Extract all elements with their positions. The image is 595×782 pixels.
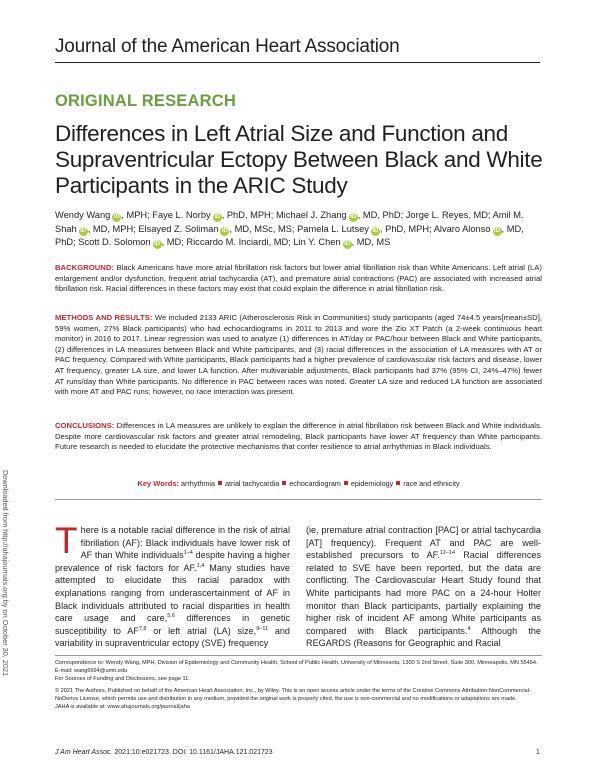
- author-degrees: , MD, PhD;: [55, 223, 524, 247]
- keyword-separator: [282, 481, 286, 485]
- body-text-segment: Racial differences related to SVE have been reported, but the data are conflicting. The Cardiovascular Heart Study found that White participants had more PAC on a 24-hour Holter monitor than Black participants, partially explaining the higher risk of incident AF among White participants as compared with Black participants.: [306, 550, 541, 636]
- orcid-icon[interactable]: iD: [80, 227, 87, 234]
- citation-journal: J Am Heart Assoc.: [55, 749, 113, 756]
- keyword: atrial tachycardia: [224, 479, 280, 488]
- keywords-label: Key Words:: [137, 479, 179, 488]
- author-name: Wendy Wang: [55, 210, 111, 220]
- citation-ref: 12–14: [439, 550, 456, 557]
- download-notice: Downloaded from http://ahajournals.org by on October 30, 2021: [1, 470, 10, 677]
- author-degrees: , MD;: [468, 210, 493, 220]
- author-name: Faye L. Norby: [152, 210, 211, 220]
- citation-ref: 4: [467, 625, 471, 632]
- orcid-icon[interactable]: iD: [344, 241, 351, 247]
- correspondence-note: Correspondence to: Wendy Wang, MPH, Division of Epidemiology and Community Health, School of Public Health, University of Minnesota, 1300 S 2nd Street, Suite 300, Minneapolis, MN 55454. E-mail: wang6694@umn.edu: [55, 660, 538, 674]
- author-name: Riccardo M. Inciardi: [186, 237, 269, 247]
- background-heading: BACKGROUND:: [55, 263, 114, 272]
- citation-ref: 7,8: [138, 625, 147, 632]
- journal-name: Journal of the American Heart Association: [55, 36, 400, 57]
- orcid-icon[interactable]: iD: [221, 227, 228, 234]
- orcid-icon[interactable]: iD: [113, 214, 120, 220]
- author-name: Jorge L. Reyes: [405, 210, 469, 220]
- author-degrees: , MD, MS: [351, 237, 391, 247]
- methods-heading: METHODS AND RESULTS:: [55, 313, 153, 322]
- citation-details: 2021;10:e021723. DOI: 10.1161/JAHA.121.021723: [112, 749, 273, 756]
- author-name: Michael J. Zhang: [275, 210, 347, 220]
- section-label: ORIGINAL RESEARCH: [55, 92, 236, 110]
- article-title: Differences in Left Atrial Size and Function and Supraventricular Ectopy Between Black and White Participants in the ARIC Study: [55, 121, 543, 198]
- keyword-list: [181, 479, 460, 488]
- body-text-segment: Many studies have attempted to elucidate this racial paradox with explanations ranging from underascertainment of AF in Black individuals attributed to racial disparities in health care usage and care,: [55, 562, 290, 624]
- body-text-segment: here is a notable racial difference in the risk of atrial fibrillation (AF): Black individuals have lower risk of AF than White individuals: [80, 525, 290, 561]
- body-column-left: [55, 520, 290, 650]
- author-degrees: , MD;: [161, 237, 187, 247]
- author-list: [55, 209, 545, 250]
- body-text-segment: and variability in supraventricular ectopy (SVE) frequency: [55, 625, 290, 649]
- copyright-note: © 2021 The Authors. Published on behalf of the American Heart Association, Inc., by Wiley. This is an open access article under the terms of the Creative Commons Attribution-NonCommercial-NoDerivs License, which permits use and distribution in any medium, provided the original work is properly cited, the use is non-commercial and no modifications or adaptations are made.: [55, 687, 531, 702]
- body-text-segment: despite having a higher prevalence of risk factors for AF.: [55, 550, 290, 573]
- body-column-right: [306, 524, 541, 650]
- keyword-separator: [218, 481, 222, 485]
- availability-note: JAHA is available at: www.ahajournals.org/journal/jaha: [55, 703, 190, 710]
- keyword: arrhythmia: [181, 479, 215, 488]
- journal-rule: [55, 62, 540, 63]
- orcid-icon[interactable]: iD: [350, 214, 357, 220]
- body-text-segment: Although the REGARDS (Reasons for Geographic and Racial: [306, 625, 541, 649]
- citation-ref: 5,6: [167, 613, 175, 620]
- citation-line: [55, 749, 273, 756]
- citation-ref: 1–4: [183, 550, 193, 557]
- keyword-separator: [396, 481, 400, 485]
- footnote-rule: [55, 655, 542, 656]
- author-degrees: , MPH;: [121, 210, 153, 220]
- author-degrees: , MD, MSc, MS;: [229, 223, 298, 234]
- page-number: 1: [536, 749, 540, 756]
- keywords: [55, 479, 542, 488]
- author-degrees: , MD, PhD;: [357, 210, 406, 220]
- abstract-methods: [55, 313, 542, 398]
- author-name: Lin Y. Chen: [293, 237, 341, 247]
- body-text-segment: (ie, premature atrial contraction [PAC] or atrial tachycardia [AT] frequency). Frequent AT and PAC are well-established precursors to AF.: [306, 525, 541, 561]
- author-degrees: , MD, MPH;: [87, 223, 139, 234]
- author-name: Amil M. Shah: [55, 210, 524, 234]
- conclusions-heading: CONCLUSIONS:: [55, 421, 115, 430]
- orcid-icon[interactable]: iD: [494, 227, 501, 234]
- author-degrees: , MD;: [268, 237, 294, 247]
- orcid-icon[interactable]: iD: [214, 214, 221, 220]
- body-text-segment: or left atrial (LA) size,: [146, 625, 257, 636]
- body-text-right: [306, 525, 541, 648]
- author-name: Elsayed Z. Soliman: [138, 223, 219, 234]
- abstract-rule: [55, 499, 542, 500]
- author-name: Alvaro Alonso: [433, 223, 491, 234]
- abstract-conclusions: [55, 421, 542, 453]
- citation-ref: 9–11: [256, 625, 269, 632]
- orcid-icon[interactable]: iD: [154, 241, 161, 247]
- body-text-left: [55, 520, 290, 649]
- orcid-icon[interactable]: iD: [372, 227, 379, 234]
- keyword: race and ethnicity: [403, 479, 460, 488]
- funding-note: For Sources of Funding and Disclosures, see page 11.: [55, 675, 190, 682]
- background-text: Black Americans have more atrial fibrillation risk factors but lower atrial fibrillation risk than White Americans. Left atrial (LA) enlargement and/or dysfunction, frequent atrial tachycardia (AT), and premature atrial contractions (PAC) are associated with increased atrial fibrillation risk. Racial differences in these factors may exist that could explain the difference in atrial fibrillation risk.: [55, 263, 542, 294]
- body-text-segment: differences in genetic susceptibility to AF: [55, 613, 290, 636]
- footnotes: [55, 660, 542, 711]
- author-degrees: , PhD, MPH;: [221, 210, 276, 220]
- citation-ref: 1,4: [196, 562, 205, 569]
- author-name: Scott D. Solomon: [78, 237, 151, 247]
- methods-text: We included 2133 ARIC (Atherosclerosis Risk in Communities) study participants (aged 74±4.5 years[mean±SD], 59% women, 27% Black participants) who had echocardiograms in 2011 to 2013 and wore the Zio XT Patch (a 2-week continuous heart monitor) in 2016 to 2017. Linear regression was used to analyze (1) differences in AT/day or PAC/hour between Black and White participants, (2) differences in LA measures between Black and White participants, and (3) racial differences in the association of LA measures with AT or PAC frequency. Compared with White participants, Black participants had a higher prevalence of cardiovascular risk factors and disease, lower AT frequency, greater LA size, and lower LA function. After multivariable adjustments, Black participants had 37% (95% CI, 24%–47%) fewer AT runs/day than White participants. No difference in PAC between races was noted. Greater LA size and reduced LA function are associated with more AT and PAC runs; however, no race interaction was present.: [55, 313, 543, 397]
- author-name: Pamela L. Lutsey: [297, 223, 369, 234]
- author-degrees: , PhD, MPH;: [379, 223, 434, 234]
- abstract-background: [55, 263, 542, 295]
- drop-cap: T: [55, 520, 78, 561]
- keyword: echocardiogram: [289, 479, 341, 488]
- keyword-separator: [344, 481, 348, 485]
- conclusions-text: Differences in LA measures are unlikely to explain the difference in atrial fibrillation risk between Black and White individuals. Despite more cardiovascular risk factors and greater atrial remodeling, Black participants have lower AT frequency than White participants. Future research is needed to elucidate the protective mechanisms that confer resilience to atrial arrhythmias in Black individuals.: [55, 421, 542, 452]
- keyword: epidemiology: [350, 479, 394, 488]
